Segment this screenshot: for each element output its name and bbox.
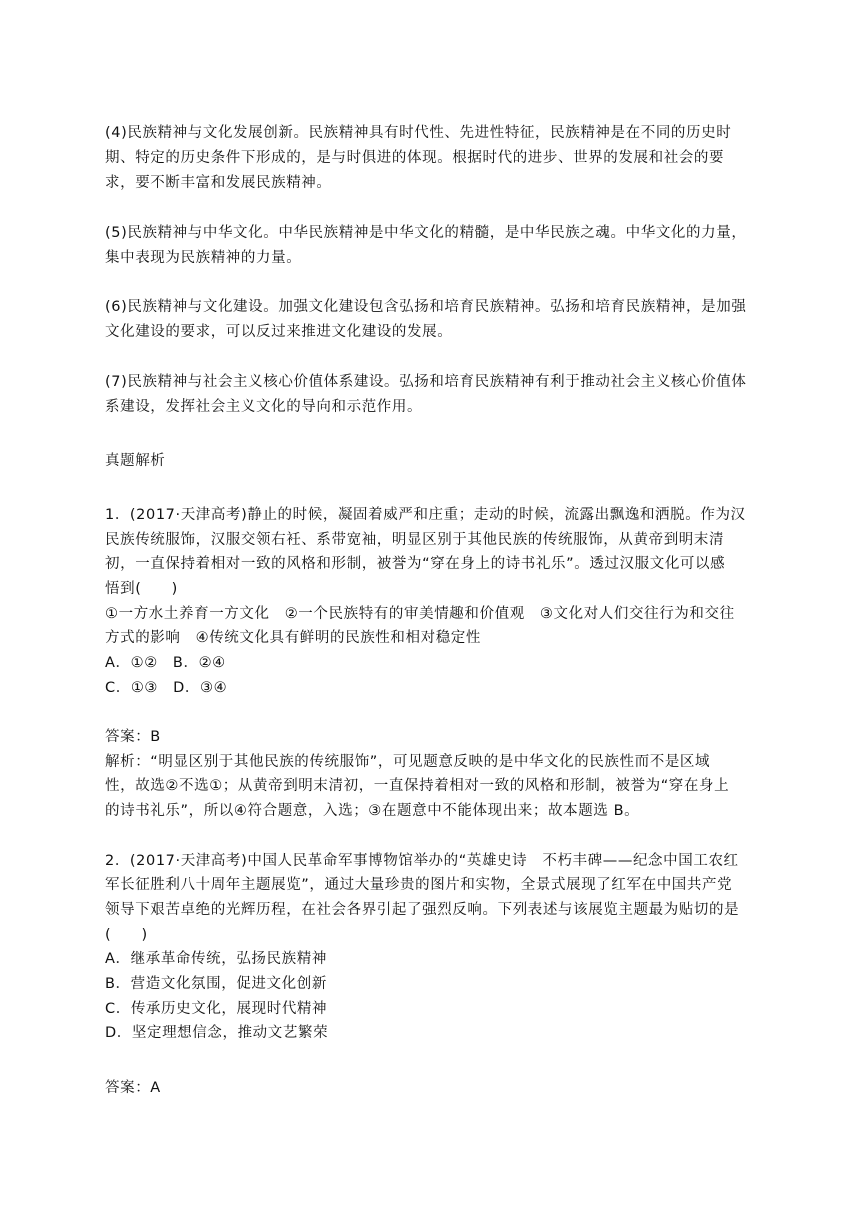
q2-stem-line-4: ( ): [105, 927, 148, 943]
point-5-line-2: 集中表现为民族精神的力量。: [105, 250, 302, 266]
q1-stem-line-4: 悟到( ): [105, 581, 178, 597]
q1-options-line-1: A．①② B．②④: [105, 655, 226, 671]
q2-option-c: C．传承历史文化，展现时代精神: [105, 1001, 328, 1017]
q1-analysis-line-2: 性，故选②不选①；从黄帝到明末清初，一直保持着相对一致的风格和形制，被誉为“穿在身上: [105, 778, 730, 794]
point-5-line-1: (5)民族精神与中华文化。中华民族精神是中华文化的精髓，是中华民族之魂。中华文化的力量，: [105, 225, 747, 241]
q1-items-line-2: 方式的影响 ④传统文化具有鲜明的民族性和相对稳定性: [105, 630, 481, 646]
q1-stem-line-1: 1．(2017·天津高考)静止的时候，凝固着威严和庄重；走动的时候，流露出飘逸和洒脱。作为汉: [105, 507, 746, 523]
q2-answer: 答案：A: [105, 1080, 161, 1096]
q2-stem-line-3: 领导下艰苦卓绝的光辉历程，在社会各界引起了强烈反响。下列表述与该展览主题最为贴切的是: [105, 902, 740, 918]
point-6-line-2: 文化建设的要求，可以反过来推进文化建设的发展。: [105, 324, 453, 340]
point-7-line-1: (7)民族精神与社会主义核心价值体系建设。弘扬和培育民族精神有利于推动社会主义核心价值体: [105, 374, 747, 390]
point-4-line-1: (4)民族精神与文化发展创新。民族精神具有时代性、先进性特征，民族精神是在不同的历史时: [105, 125, 732, 141]
q1-stem-line-3: 初，一直保持着相对一致的风格和形制，被誉为“穿在身上的诗书礼乐”。透过汉服文化可以感: [105, 556, 726, 572]
q2-option-b: B．营造文化氛围，促进文化创新: [105, 976, 327, 992]
point-7-line-2: 系建设，发挥社会主义文化的导向和示范作用。: [105, 399, 423, 415]
q1-analysis-line-3: 的诗书礼乐”，所以④符合题意，入选；③在题意中不能体现出来；故本题选 B。: [105, 803, 640, 819]
q1-answer: 答案：B: [105, 729, 161, 745]
point-4-line-2: 期、特定的历史条件下形成的，是与时俱进的体现。根据时代的进步、世界的发展和社会的要: [105, 150, 725, 166]
q1-analysis-line-1: 解析：“明显区别于其他民族的传统服饰”，可见题意反映的是中华文化的民族性而不是区域: [105, 754, 711, 770]
section-title: 真题解析: [105, 453, 166, 469]
point-6-line-1: (6)民族精神与文化建设。加强文化建设包含弘扬和培育民族精神。弘扬和培育民族精神，是加强: [105, 299, 747, 315]
q2-option-d: D．坚定理想信念，推动文艺繁荣: [105, 1025, 329, 1041]
q1-options-line-2: C．①③ D．③④: [105, 680, 228, 696]
point-4-line-3: 求，要不断丰富和发展民族精神。: [105, 175, 332, 191]
q2-stem-line-2: 军长征胜利八十周年主题展览”，通过大量珍贵的图片和实物，全景式展现了红军在中国共产党: [105, 877, 733, 893]
q1-stem-line-2: 民族传统服饰，汉服交领右衽、系带宽袖，明显区别于其他民族的传统服饰，从黄帝到明末清: [105, 532, 725, 548]
q1-items-line-1: ①一方水土养育一方文化 ②一个民族特有的审美情趣和价值观 ③文化对人们交往行为和交往: [105, 606, 735, 622]
q2-stem-line-1: 2．(2017·天津高考)中国人民革命军事博物馆举办的“英雄史诗 不朽丰碑——纪念中国工农红: [105, 853, 739, 869]
q2-option-a: A．继承革命传统，弘扬民族精神: [105, 951, 327, 967]
